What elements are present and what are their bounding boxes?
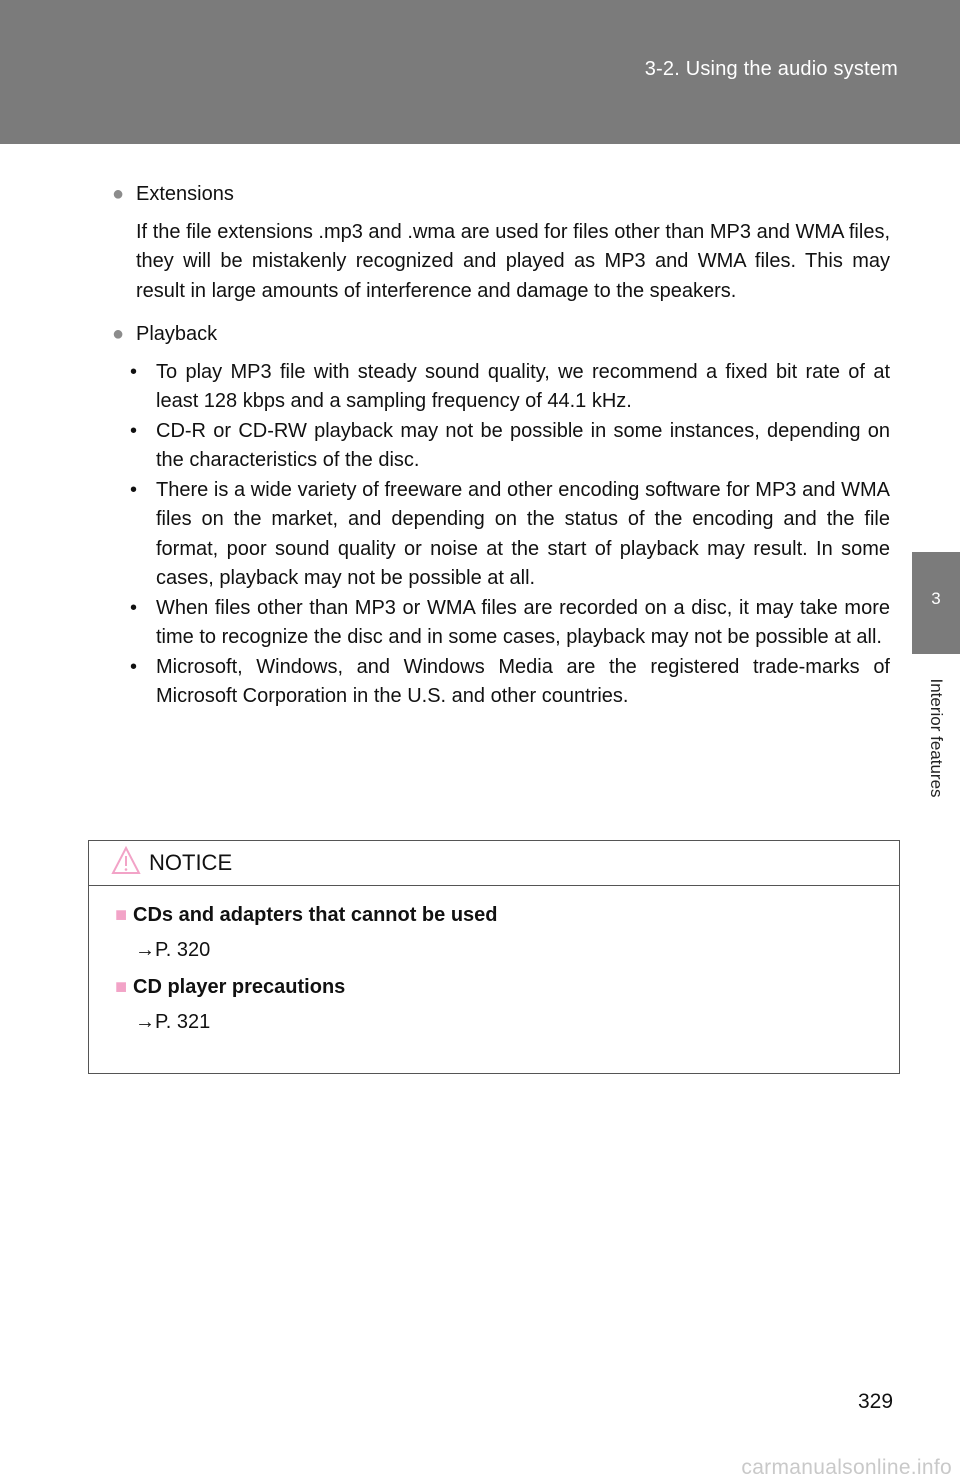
list-item: • When files other than MP3 or WMA files are recorded on a disc, it may take more time to recognize the disc and in some cases, playback may not be possible at all. (130, 596, 890, 648)
extensions-heading-text: Extensions (136, 183, 234, 205)
list-item: • To play MP3 file with steady sound quality, we recommend a fixed bit rate of at least 128 kbps and a sampling frequency of 44.1 kHz. (130, 360, 890, 412)
playback-heading (112, 320, 890, 350)
list-item: • Microsoft, Windows, and Windows Media are the registered trade-marks of Microsoft Corporation in the U.S. and other countries. (130, 655, 890, 707)
warning-triangle-icon (111, 846, 141, 876)
chapter-number: 3 (931, 589, 941, 608)
chapter-label: Interior features (927, 678, 946, 798)
notice-box (88, 840, 900, 1074)
arrow-icon: → (135, 939, 155, 961)
square-bullet-icon: ■ (115, 976, 128, 998)
watermark: carmanualsonline.info (741, 1456, 952, 1479)
bullet-icon: ● (112, 183, 125, 205)
notice-item (115, 976, 899, 1034)
notice-body (89, 886, 899, 1034)
notice-title: NOTICE (149, 850, 233, 875)
notice-item (115, 904, 899, 962)
playback-heading-text: Playback (136, 323, 218, 345)
page-number: 329 (858, 1390, 894, 1413)
header-bar (0, 0, 960, 144)
list-item: • There is a wide variety of freeware and other encoding software for MP3 and WMA files on the market, and depending on the status of the encoding and the file format, poor sound quality or noise at the start of playback may result. In some cases, playback may not be possible at all. (130, 478, 890, 589)
extensions-paragraph: If the file extensions .mp3 and .wma are used for files other than MP3 and WMA files, they will be mistakenly recognized and played as MP3 and WMA files. This may result in large amounts of interference and damage to the speakers. (136, 220, 890, 302)
page-reference[interactable]: →P. 321 (135, 1011, 211, 1033)
square-bullet-icon: ■ (115, 904, 128, 926)
chapter-tab (912, 552, 960, 654)
page-reference[interactable]: →P. 320 (135, 939, 211, 961)
arrow-icon: → (135, 1011, 155, 1033)
list-item: • CD-R or CD-RW playback may not be possible in some instances, depending on the characteristics of the disc. (130, 419, 890, 471)
notice-item-heading: CDs and adapters that cannot be used (133, 904, 498, 926)
notice-header (89, 841, 899, 886)
extensions-heading (112, 180, 890, 210)
bullet-icon: ● (112, 323, 125, 345)
playback-list (112, 358, 890, 712)
main-content (112, 180, 890, 712)
notice-item-heading: CD player precautions (133, 976, 346, 998)
section-title: 3-2. Using the audio system (644, 58, 898, 80)
